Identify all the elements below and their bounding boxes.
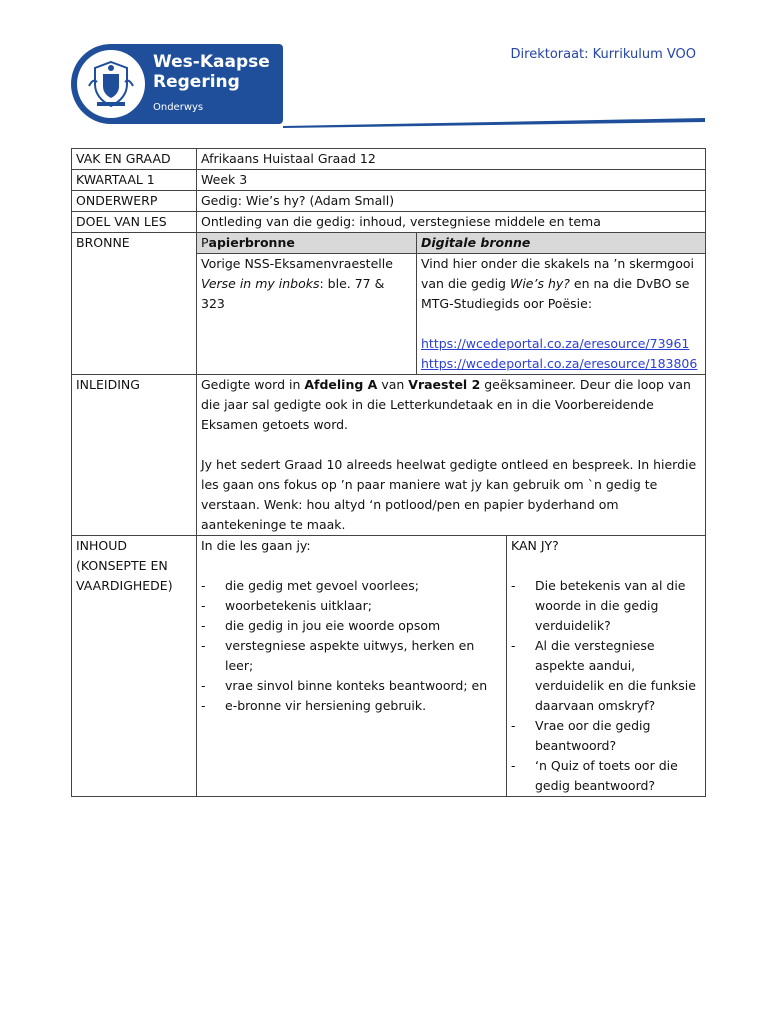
list-item: - woorbetekenis uitklaar; bbox=[201, 596, 502, 616]
digitaal-text-a: Vind hier onder die skakels na ’n skermgooi van die gedig bbox=[421, 256, 695, 291]
list-item: - vrae sinvol binne konteks beantwoord; en bbox=[201, 676, 502, 696]
kan-jy-heading: KAN JY? bbox=[511, 538, 559, 553]
logo-subtitle: Onderwys bbox=[153, 102, 204, 113]
lesson-plan-table bbox=[71, 148, 706, 797]
row-doel bbox=[72, 212, 706, 233]
digitaal-text-b: en na die DvBO se MTG-Studiegids oor Poësie: bbox=[421, 276, 690, 311]
logo-title-line1: Wes-Kaapse bbox=[153, 52, 270, 72]
list-item: - die gedig met gevoel voorlees; bbox=[201, 576, 502, 596]
list-item: - ‘n Quiz of toets oor die gedig beantwoord? bbox=[511, 756, 701, 796]
value-onderwerp: Gedig: Wie’s hy? (Adam Small) bbox=[197, 191, 706, 212]
inhoud-cell bbox=[197, 536, 507, 797]
label-kwartaal: KWARTAAL 1 bbox=[72, 170, 197, 191]
coat-of-arms-icon bbox=[77, 50, 145, 118]
inleiding-p1-d: geëksamineer. Deur die loop van die jaar sal gedigte ook in die Letterkundetaak en in die Voorbereidende Eksamen getoets word. bbox=[201, 377, 691, 432]
label-onderwerp: ONDERWERP bbox=[72, 191, 197, 212]
inleiding-afdeling: Afdeling A bbox=[304, 377, 378, 392]
value-doel: Ontleding van die gedig: inhoud, verstegniese middele en tema bbox=[197, 212, 706, 233]
label-inhoud: INHOUD (KONSEPTE EN VAARDIGHEDE) bbox=[72, 536, 197, 797]
list-item: - e-bronne vir hersiening gebruik. bbox=[201, 696, 502, 716]
kan-jy-cell bbox=[507, 536, 706, 797]
label-bronne: BRONNE bbox=[72, 233, 197, 375]
inleiding-p1-a: Gedigte word in bbox=[201, 377, 305, 392]
row-onderwerp bbox=[72, 191, 706, 212]
list-item: - die gedig in jou eie woorde opsom bbox=[201, 616, 502, 636]
resource-link-1[interactable]: https://wcedeportal.co.za/eresource/73961 bbox=[421, 336, 690, 351]
papier-head-rest: apierbronne bbox=[208, 235, 295, 250]
list-item: - verstegniese aspekte uitwys, herken en leer; bbox=[201, 636, 502, 676]
row-bronne-head bbox=[72, 233, 706, 254]
row-inleiding bbox=[72, 375, 706, 536]
page-header bbox=[0, 0, 768, 140]
directorate-label: Direktoraat: Kurrikulum VOO bbox=[510, 47, 696, 62]
papierbronne-heading bbox=[197, 233, 417, 254]
inleiding-paragraph-1 bbox=[201, 375, 701, 435]
papier-book-title: Verse in my inboks bbox=[201, 276, 320, 291]
papier-line2 bbox=[201, 274, 412, 314]
digitale-bronne-cell bbox=[417, 254, 706, 375]
digitale-bronne-heading bbox=[417, 233, 706, 254]
list-item: - Die betekenis van al die woorde in die gedig verduidelik? bbox=[511, 576, 701, 636]
logo-title-line2: Regering bbox=[153, 72, 240, 92]
papier-line1: Vorige NSS-Eksamenvraestelle bbox=[201, 256, 393, 271]
resource-link-2[interactable]: https://wcedeportal.co.za/eresource/183806 bbox=[421, 356, 698, 371]
logo-title bbox=[153, 52, 270, 92]
inleiding-vraestel: Vraestel 2 bbox=[408, 377, 481, 392]
kan-jy-list bbox=[511, 576, 701, 796]
row-vak bbox=[72, 149, 706, 170]
list-item: - Vrae oor die gedig beantwoord? bbox=[511, 716, 701, 756]
papierbronne-cell bbox=[197, 254, 417, 375]
value-vak: Afrikaans Huistaal Graad 12 bbox=[197, 149, 706, 170]
label-doel: DOEL VAN LES bbox=[72, 212, 197, 233]
list-item: - Al die verstegniese aspekte aandui, verduidelik en die funksie daarvaan omskryf? bbox=[511, 636, 701, 716]
digitale-bronne-label: Digitale bronne bbox=[421, 235, 531, 250]
inleiding-p1-c: van bbox=[377, 377, 409, 392]
papier-head-first: P bbox=[201, 235, 209, 250]
label-vak: VAK EN GRAAD bbox=[72, 149, 197, 170]
value-inleiding bbox=[197, 375, 706, 536]
inleiding-paragraph-2: Jy het sedert Graad 10 alreeds heelwat gedigte ontleed en bespreek. In hierdie les gaan ons fokus op ’n paar maniere wat jy kan gebruik om `n gedig te verstaan. Wenk: hou altyd ‘n potlood/pen en papier byderhand om aantekeninge te maak. bbox=[201, 457, 697, 532]
row-kwartaal bbox=[72, 170, 706, 191]
digitaal-poem-title: Wie’s hy? bbox=[509, 276, 570, 291]
inhoud-intro: In die les gaan jy: bbox=[201, 538, 311, 553]
header-swoosh-rule bbox=[0, 112, 768, 132]
row-inhoud bbox=[72, 536, 706, 797]
digitaal-description bbox=[421, 254, 701, 314]
label-inleiding: INLEIDING bbox=[72, 375, 197, 536]
inhoud-list bbox=[201, 576, 502, 716]
value-kwartaal: Week 3 bbox=[197, 170, 706, 191]
papier-pages: : ble. 77 & 323 bbox=[201, 276, 385, 311]
